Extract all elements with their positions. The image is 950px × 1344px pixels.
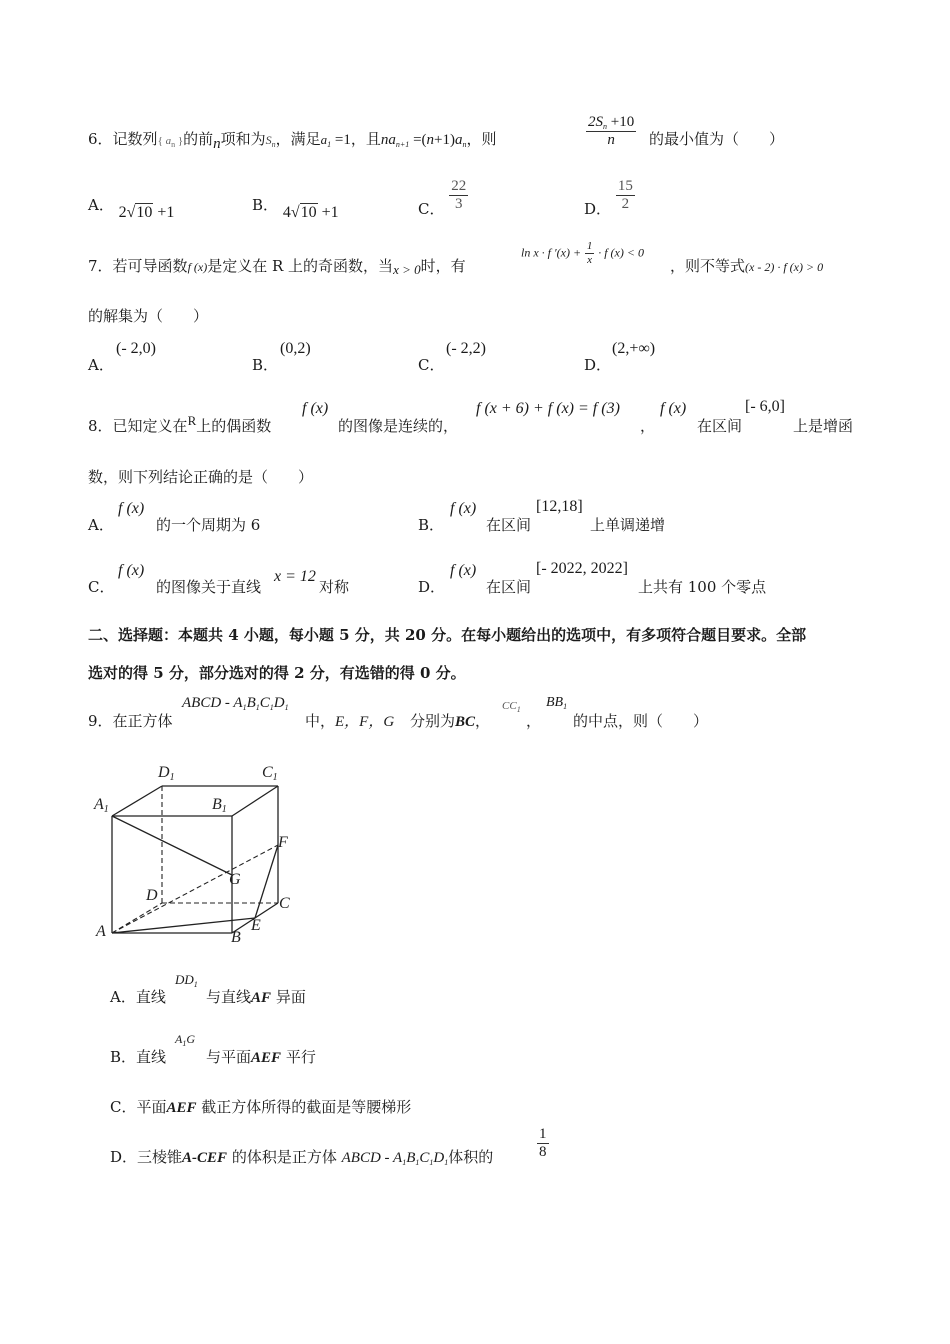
q7-stem-tail: ，则不等式(x - 2) · f (x) > 0 [670,257,824,275]
q8-stem-4: 上是增函 [793,417,854,435]
q6-option-c[interactable]: C． $\frac{22}{3}$ [418,178,467,218]
q8-fx-2: f (x) [660,400,687,417]
q7-inequality: ln x · f ′(x) + $\frac{1}{x}$ · f (x) < 0 [521,240,644,266]
q8-equation: f (x + 6) + f (x) = f (3) [476,400,620,417]
q7-stem: 7．若可导函数f (x)是定义在 R 上的奇函数，当x > 0时，有 [88,257,466,277]
q9-stem-4: 的中点，则（ ） [573,712,709,730]
label-e: E [251,917,261,934]
segment-a1g [112,816,232,875]
q9-option-d-fraction: $\frac{1}{8}$ [539,1126,547,1161]
q8-option-a[interactable]: A． f (x) 的一个周期为 6 [88,500,261,534]
q9-option-b[interactable]: B．直线 $A_1G$ 与平面AEF 平行 [110,1032,316,1066]
q7-option-b[interactable]: B． (0,2) [252,340,311,374]
section2-line2: 选对的得 5 分，部分选对的得 2 分，有选错的得 0 分。 [88,664,466,682]
q9-option-a[interactable]: A．直线 $DD_1$ 与直线AF 异面 [110,972,306,1006]
q7-option-c[interactable]: C． (- 2,2) [418,340,486,374]
label-a: A [96,923,106,940]
q8-interval: [- 6,0] [745,398,785,415]
q8-stem: 8．已知定义在R上的偶函数 [88,413,272,435]
label-b1: B1 [212,796,227,815]
edge-b1c1 [232,786,278,816]
q6-fraction: $\frac{2S_n +10}{n}$ [588,114,635,149]
q9-stem: 9．在正方体 [88,712,173,730]
q6-option-b[interactable]: B． 4√10 +1 [252,196,339,221]
q8-line2: 数，则下列结论正确的是（ ） [88,468,314,486]
q9-cube-name: ABCD - $A_1B_1C_1D_1$ [182,695,289,712]
q8-fx-1: f (x) [302,400,329,417]
segment-ef [255,845,278,918]
label-f: F [278,834,288,851]
q9-bb1: $BB_1$ [546,695,568,711]
q7-line2: 的解集为（ ） [88,307,209,325]
q8-stem-2: 的图像是连续的， [338,417,459,435]
q9-cc1: $CC_1$ [502,700,521,714]
label-g: G [229,871,241,888]
q6-option-a[interactable]: A． 2√10 +1 [88,196,175,221]
label-d: D [146,887,158,904]
q8-option-b[interactable]: B． f (x) 在区间 [12,18] 上单调递增 [418,498,666,534]
q6-tail: 的最小值为（ ） [649,130,785,148]
q9-comma: ， [526,712,542,730]
q8-comma: ， [640,417,656,435]
q7-option-a[interactable]: A． (- 2,0) [88,340,156,374]
label-b: B [231,929,241,946]
section2-line1: 二、选择题：本题共 4 小题，每小题 5 分，共 20 分。在每小题给出的选项中，有多项符合题目要求。全部 [88,626,807,644]
label-a1: A1 [94,796,109,815]
q9-option-c[interactable]: C．平面AEF 截正方体所得的截面是等腰梯形 [110,1098,412,1116]
label-c: C [279,895,290,912]
q8-option-d[interactable]: D． f (x) 在区间 [- 2022, 2022] 上共有 100 个零点 [418,560,767,596]
label-d1: D1 [158,764,175,783]
cube-figure [88,755,318,955]
edge-a1d1 [112,786,162,816]
q6-option-d[interactable]: D． $\frac{15}{2}$ [584,178,633,218]
q8-stem-3: 在区间 [697,417,743,435]
q7-option-d[interactable]: D． (2,+∞) [584,340,656,374]
q6-stem: 6．记数列{ $a_n$ }的前n项和为$S_n$，满足$a_1 =1$，且$na_{n+1} =(n+1)a_n$，则 [88,130,497,152]
label-c1: C1 [262,764,278,783]
q8-option-c[interactable]: C． f (x) 的图像关于直线 x = 12 对称 [88,562,350,596]
q9-stem-2: 中，E，F，G [305,712,395,730]
q9-stem-3: 分别为BC， [410,712,491,730]
q9-option-d[interactable]: D．三棱锥A-CEF 的体积是正方体 ABCD - $A_1B_1C_1D_1$体积的 [110,1148,494,1167]
